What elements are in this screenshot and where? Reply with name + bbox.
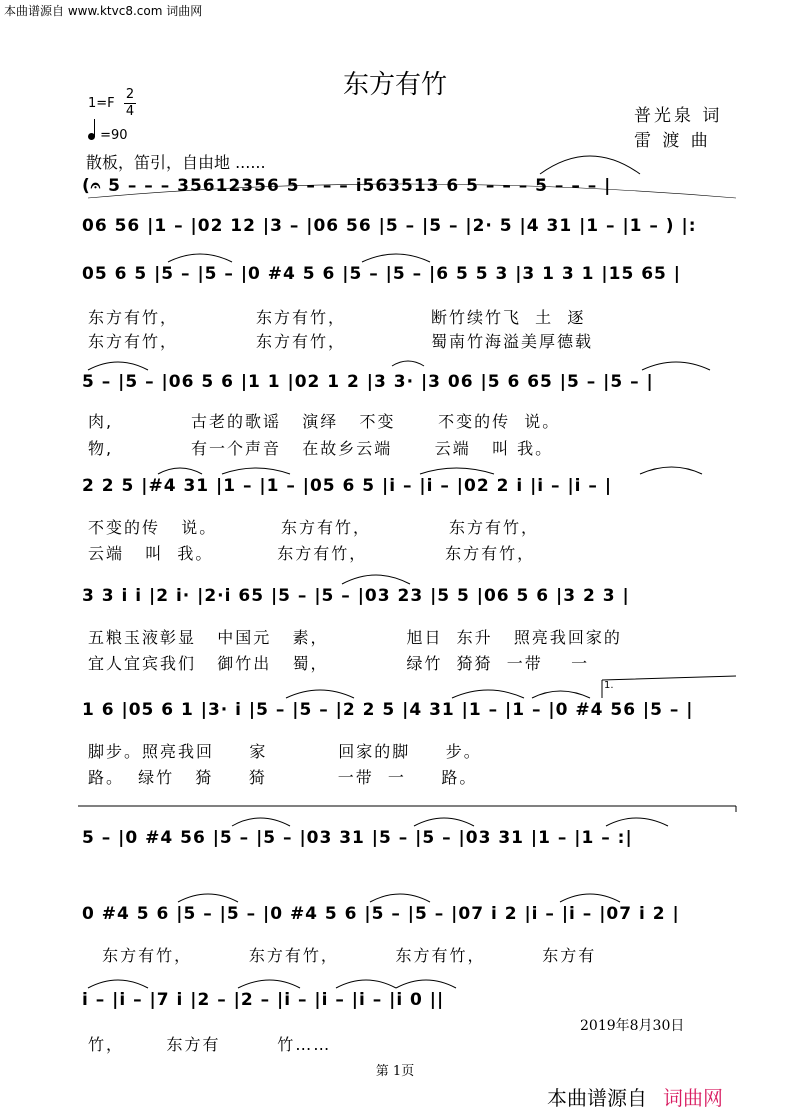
music-row-4: 5 – |5 – |06 5 6 |1 1 |02 1 2 |3 3· |3 06 |5 6 65 |5 – |5 – | <box>82 372 654 392</box>
slur <box>88 362 148 370</box>
slur <box>532 691 590 698</box>
slur <box>88 980 148 988</box>
music-row-3: 05 6 5 |5 – |5 – |0 #4 5 6 |5 – |5 – |6 5 5 3 |3 1 3 1 |15 65 | <box>82 264 681 284</box>
key-signature: 1=F <box>88 96 115 111</box>
footer-watermark <box>547 1082 723 1111</box>
lyric-row-6-verse-2: 宜人宜宾我们 御竹出 蜀， 绿竹 猗猗 一带 一 <box>88 654 590 673</box>
slur-wide <box>88 184 736 198</box>
slur <box>158 468 202 474</box>
music-row-2: 06 56 |1 – |02 12 |3 – |06 56 |5 – |5 – |2· 5 |4 31 |1 – |1 – ) |: <box>82 216 697 236</box>
lyricist: 普光泉 词 <box>634 106 723 126</box>
slur <box>452 690 524 698</box>
slur <box>342 575 410 584</box>
slur <box>286 690 354 698</box>
intro-instruction: 散板，笛引，自由地 ...... <box>86 153 266 172</box>
date: 2019年8月30日 <box>580 1018 685 1034</box>
slur <box>370 894 430 902</box>
slur <box>168 254 232 262</box>
slur <box>178 894 238 902</box>
lyric-row-4-verse-2: 物, 有一个声音 在故乡云端 云端 叫 我。 <box>88 439 554 458</box>
slur <box>560 894 620 902</box>
slur <box>640 467 702 474</box>
lyric-row-6-verse-1: 五粮玉液彰显 中国元 素， 旭日 东升 照亮我回家的 <box>88 628 622 647</box>
music-row-7: 1 6 |05 6 1 |3· i |5 – |5 – |2 2 5 |4 31 |1 – |1 – |0 #4 56 |5 – | <box>82 700 694 720</box>
slur <box>362 254 430 262</box>
volta-bracket <box>602 676 736 698</box>
volta-bracket-2 <box>78 806 736 812</box>
music-row-8: 5 – |0 #4 56 |5 – |5 – |03 31 |5 – |5 – |03 31 |1 – |1 – :| <box>82 828 633 848</box>
slur <box>232 818 290 826</box>
slur <box>420 468 494 474</box>
source-watermark: 本曲谱源自 www.ktvc8.com 词曲网 <box>4 4 203 18</box>
lyric-row-5-verse-2: 云端 叫 我。 东方有竹， 东方有竹， <box>88 544 536 563</box>
lyric-row-7-verse-2: 路。 绿竹 猗 猗 一带 一 路。 <box>88 768 478 787</box>
slur <box>238 980 300 988</box>
lyric-row-10: 竹， 东方有 竹…… <box>88 1035 332 1054</box>
music-row-10: i – |i – |7 i |2 – |2 – |i – |i – |i – |i 0 || <box>82 990 445 1010</box>
time-bottom: 4 <box>125 104 135 119</box>
slur <box>222 468 290 474</box>
slur <box>540 156 640 174</box>
slur <box>392 361 424 366</box>
slur <box>414 818 474 826</box>
footer-right: 词曲网 <box>663 1086 723 1110</box>
lyric-row-9: 东方有竹， 东方有竹， 东方有竹， 东方有 <box>88 946 597 965</box>
tempo-value: =90 <box>100 128 128 143</box>
lyric-row-7-verse-1: 脚步。照亮我回 家 回家的脚 步。 <box>88 742 482 761</box>
music-row-6: 3 3 i i |2 i· |2·i 65 |5 – |5 – |03 23 |5 5 |06 5 6 |3 2 3 | <box>82 586 630 606</box>
music-row-1: (𝄐 5 – – – 35612356 5 – – – i563513 6 5 – – – 5 – – – | <box>82 176 612 196</box>
slur <box>396 980 456 988</box>
music-row-5: 2 2 5 |#4 31 |1 – |1 – |05 6 5 |i – |i – |02 2 i |i – |i – | <box>82 476 613 496</box>
composer: 雷 渡 曲 <box>634 131 711 151</box>
slur <box>642 362 710 370</box>
lyric-row-5-verse-1: 不变的传 说。 东方有竹， 东方有竹， <box>88 518 539 537</box>
footer-left: 本曲谱源自 <box>547 1086 647 1110</box>
page-title: 东方有竹 <box>342 70 447 100</box>
music-row-9: 0 #4 5 6 |5 – |5 – |0 #4 5 6 |5 – |5 – |07 i 2 |i – |i – |07 i 2 | <box>82 904 680 924</box>
slur <box>606 818 668 826</box>
slur <box>336 980 396 988</box>
lyric-row-3-verse-2: 东方有竹， 东方有竹， 蜀南竹海溢美厚德载 <box>88 332 593 351</box>
lyric-row-4-verse-1: 肉, 古老的歌谣 演绎 不变 不变的传 说。 <box>88 412 561 431</box>
time-top: 2 <box>125 87 135 102</box>
page-number: 第 1页 <box>375 1064 415 1079</box>
lyric-row-3-verse-1: 东方有竹， 东方有竹， 断竹续竹飞 土 逐 <box>88 308 586 327</box>
volta-bracket-label: 1. <box>604 680 614 691</box>
